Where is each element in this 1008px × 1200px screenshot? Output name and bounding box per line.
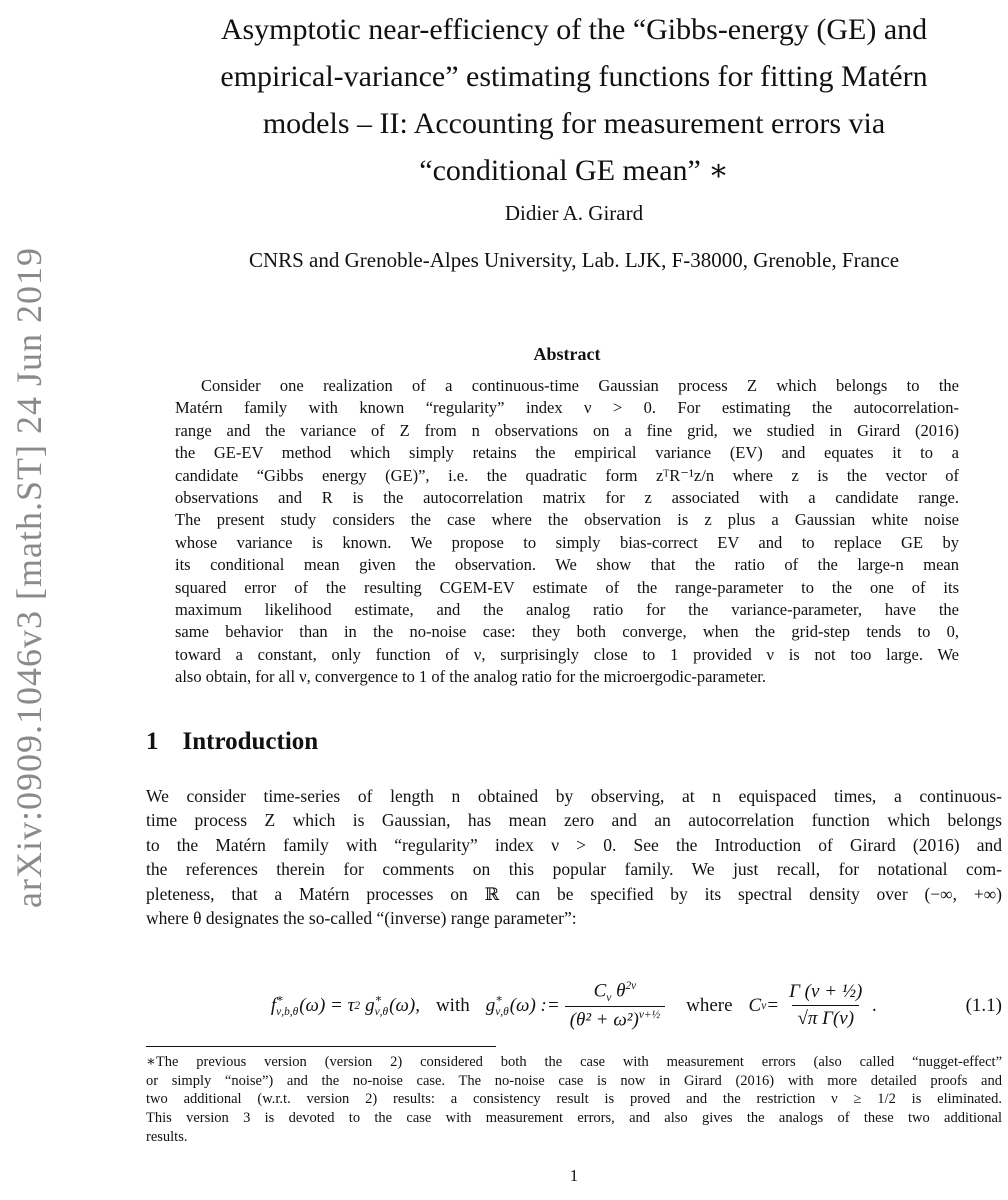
math-sup: ∗ [276,992,284,1005]
math-sup: 2ν [625,980,637,993]
math-with: with [435,994,470,1016]
section-1-heading [146,728,318,756]
fraction-numerator [589,980,642,1006]
math-sup: ∗ [495,992,503,1005]
abstract-line: candidate “Gibbs energy (GE)”, i.e. the quadratic form zᵀR⁻¹z/n where z is the vector of [175,465,959,485]
footnote-line: results. [146,1128,188,1145]
paper-title [146,6,1002,194]
math-sup: ∗ [374,992,383,1005]
title-line: Asymptotic near-efficiency of the “Gibbs-energy (GE) and [220,13,928,46]
math-theta: θ [611,980,626,1002]
math-f-scripts [276,993,298,1019]
abstract-line: range and the variance of Z from n observations on a fine grid, we studied in Girard (2016) [175,420,959,440]
page-content [146,0,1002,1200]
abstract-line: same behavior than in the no-noise case: they both converge, when the grid-step tends to 0, [175,622,959,642]
footnote-text [146,1053,1002,1147]
equation-1-1 [146,968,1002,1044]
math-sub: ν,θ [495,1005,509,1018]
abstract-line: The present study considers the case where the observation is z plus a Gaussian white noise [175,510,959,530]
author-name: Didier A. Girard [504,201,644,225]
arxiv-watermark: arXiv:0909.1046v3 [math.ST] 24 Jun 2019 [9,247,49,908]
math-g1: g [365,994,375,1016]
abstract-line: observations and R is the autocorrelation matrix for z associated with a candidate range. [175,488,959,508]
math-mid1: (ω) = τ [299,994,355,1016]
footnote-line: two additional (w.r.t. version 2) results: a consistency result is proved and the restriction ν ≥ 1/2 is eliminated. [146,1091,1002,1108]
math-mid3: (ω) := [509,994,560,1016]
abstract-line: its conditional mean given the observation. We show that the ratio of the large-n mean [175,555,959,575]
equation-body [271,980,877,1031]
intro-line: the references therein for comments on this popular family. We just recall, for notational com- [146,859,1002,880]
footnote-line: ∗The previous version (version 2) considered both the case with measurement errors (also called “nugget-effect” [146,1054,1002,1070]
intro-line: where θ designates the so-called “(inverse) range parameter”: [146,908,577,929]
intro-line: pleteness, that a Matérn processes on ℝ can be specified by its spectral density over (−∞, +∞) [146,883,1002,904]
math-g2-scripts [495,993,509,1019]
math-sub: ν,b,θ [276,1005,299,1018]
footnote-line: This version 3 is devoted to the case with measurement errors, and also gives the analogs of these two additional [146,1110,1002,1127]
math-f: f [270,994,277,1016]
math-fraction-1 [565,980,665,1031]
math-period: . [872,994,878,1016]
title-line: empirical-variance” estimating functions for fitting Matérn [220,60,928,93]
intro-line: time process Z which is Gaussian, has mean zero and an autocorrelation function which belongs [146,810,1002,831]
math-sub: ν [606,992,612,1005]
math-where: where [686,994,733,1016]
abstract-line: whose variance is known. We propose to simply bias-correct EV and to replace GE by [175,532,959,552]
section-number: 1 [146,728,159,755]
fraction-denominator: √π Γ(ν) [792,1005,859,1030]
math-sup: ν+½ [638,1009,661,1022]
footnote-rule [146,1046,496,1047]
section-title: Introduction [182,728,319,755]
intro-line: We consider time-series of length n obtained by observing, at n equispaced times, a continuous- [146,786,1002,806]
equation-number: (1.1) [965,995,1002,1016]
abstract-line: toward a constant, only function of ν, surprisingly close to 1 provided ν is not too large. We [175,644,959,664]
abstract-line: Consider one realization of a continuous-time Gaussian process Z which belongs to the [201,376,959,395]
title-line: “conditional GE mean” ∗ [419,154,729,187]
math-mid2: (ω), [389,994,420,1016]
fraction-numerator: Γ (ν + ½) [789,981,863,1003]
abstract-line: the GE-EV method which simply retains the empirical variance (EV) and equates it to a [175,443,959,463]
author-affiliation: CNRS and Grenoble-Alpes University, Lab. LJK, F-38000, Grenoble, France [248,248,900,272]
math-fraction-2 [784,981,867,1030]
abstract-line: maximum likelihood estimate, and the analog ratio for the variance-parameter, have the [175,600,959,620]
abstract-heading: Abstract [533,344,601,364]
abstract-line: Matérn family with known “regularity” index ν > 0. For estimating the autocorrelation- [175,398,959,418]
page-number: 1 [569,1166,579,1185]
math-g1-scripts [375,993,389,1019]
math-g2: g [485,994,496,1016]
math-sub: ν,θ [374,1005,389,1018]
abstract-text [175,375,959,689]
math-sub: ν [761,999,767,1012]
abstract-line: also obtain, for all ν, convergence to 1 of the analog ratio for the microergodic-parameter. [175,667,767,687]
math-den-base: (θ² + ω²) [569,1009,639,1031]
footnote-line: or simply “noise”) and the no-noise case. The no-noise case is now in Girard (2016) with more detailed proofs and [146,1072,1002,1089]
introduction-text [146,784,1002,930]
math-tau-exp: 2 [354,999,361,1012]
math-C: C [593,980,607,1002]
title-line: models – II: Accounting for measurement errors via [262,107,886,140]
fraction-denominator [565,1006,665,1031]
math-equals: = [766,994,780,1016]
math-C2: C [748,994,762,1016]
intro-line: to the Matérn family with “regularity” index ν > 0. See the Introduction of Girard (2016) and [146,834,1002,855]
abstract-line: squared error of the resulting CGEM-EV estimate of the range-parameter to the one of its [175,577,959,597]
